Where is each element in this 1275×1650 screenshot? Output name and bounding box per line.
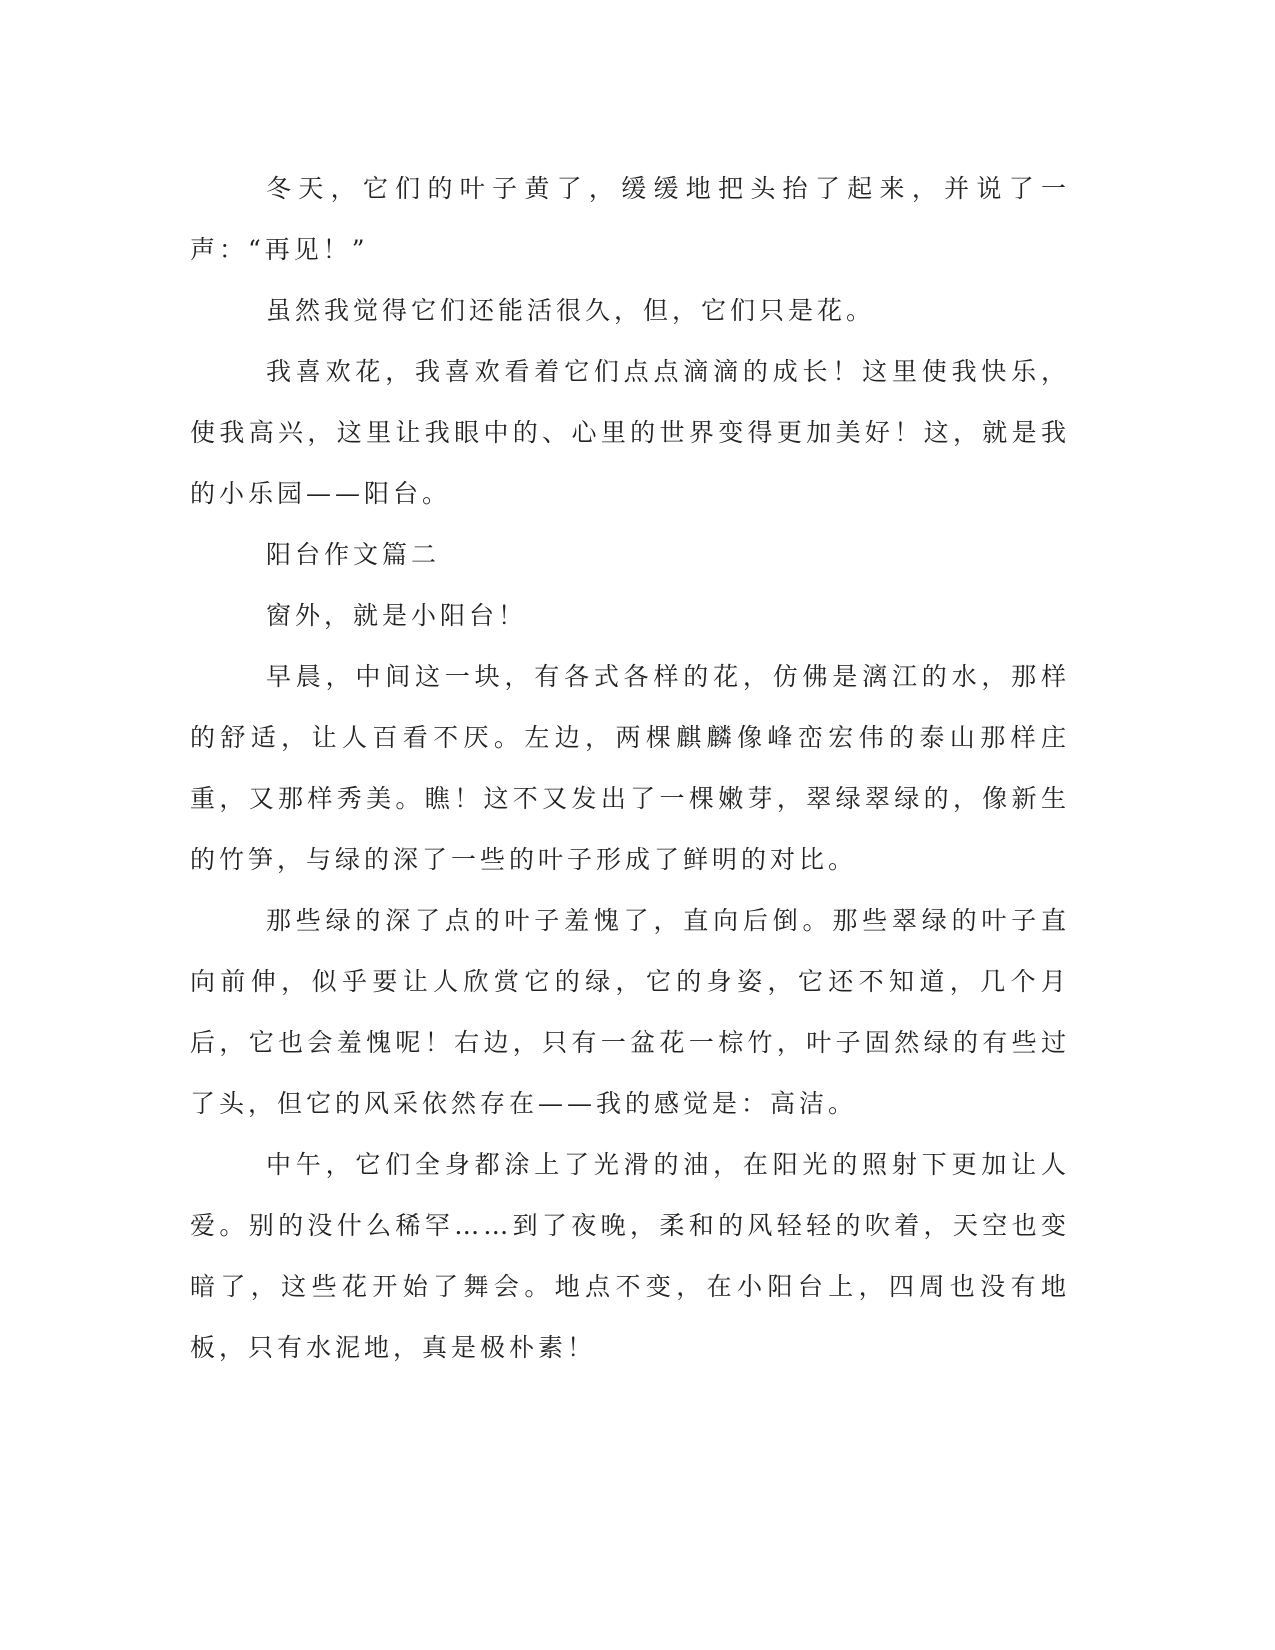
paragraph-leaves: 那些绿的深了点的叶子羞愧了，直向后倒。那些翠绿的叶子直向前伸，似乎要让人欣赏它的绿，它的身姿，它还不知道，几个月后，它也会羞愧呢！右边，只有一盆花一棕竹，叶子固然绿的有些过了头，但它的风采依然存在——我的感觉是：高洁。 bbox=[190, 906, 1070, 1118]
paragraph-window: 窗外，就是小阳台！ bbox=[266, 601, 528, 630]
paragraph-noon-night: 中午，它们全身都涂上了光滑的油，在阳光的照射下更加让人爱。别的没什么稀罕……到了夜晚，柔和的风轻轻的吹着，天空也变暗了，这些花开始了舞会。地点不变，在小阳台上，四周也没有地板，只有水泥地，真是极朴素！ bbox=[190, 1150, 1070, 1362]
document-body bbox=[190, 158, 1070, 1378]
paragraph-little-paradise: 我喜欢花，我喜欢看着它们点点滴滴的成长！这里使我快乐，使我高兴，这里让我眼中的、心里的世界变得更加美好！这，就是我的小乐园——阳台。 bbox=[190, 357, 1070, 508]
paragraph-morning: 早晨，中间这一块，有各式各样的花，仿佛是漓江的水，那样的舒适，让人百看不厌。左边，两棵麒麟像峰峦宏伟的泰山那样庄重，又那样秀美。瞧！这不又发出了一棵嫩芽，翠绿翠绿的，像新生的竹笋，与绿的深了一些的叶子形成了鲜明的对比。 bbox=[190, 662, 1070, 874]
paragraph-flowers-life: 虽然我觉得它们还能活很久，但，它们只是花。 bbox=[266, 296, 876, 325]
paragraph-winter: 冬天，它们的叶子黄了，缓缓地把头抬了起来，并说了一声：“再见！” bbox=[190, 174, 1070, 264]
section-heading: 阳台作文篇二 bbox=[266, 540, 441, 569]
